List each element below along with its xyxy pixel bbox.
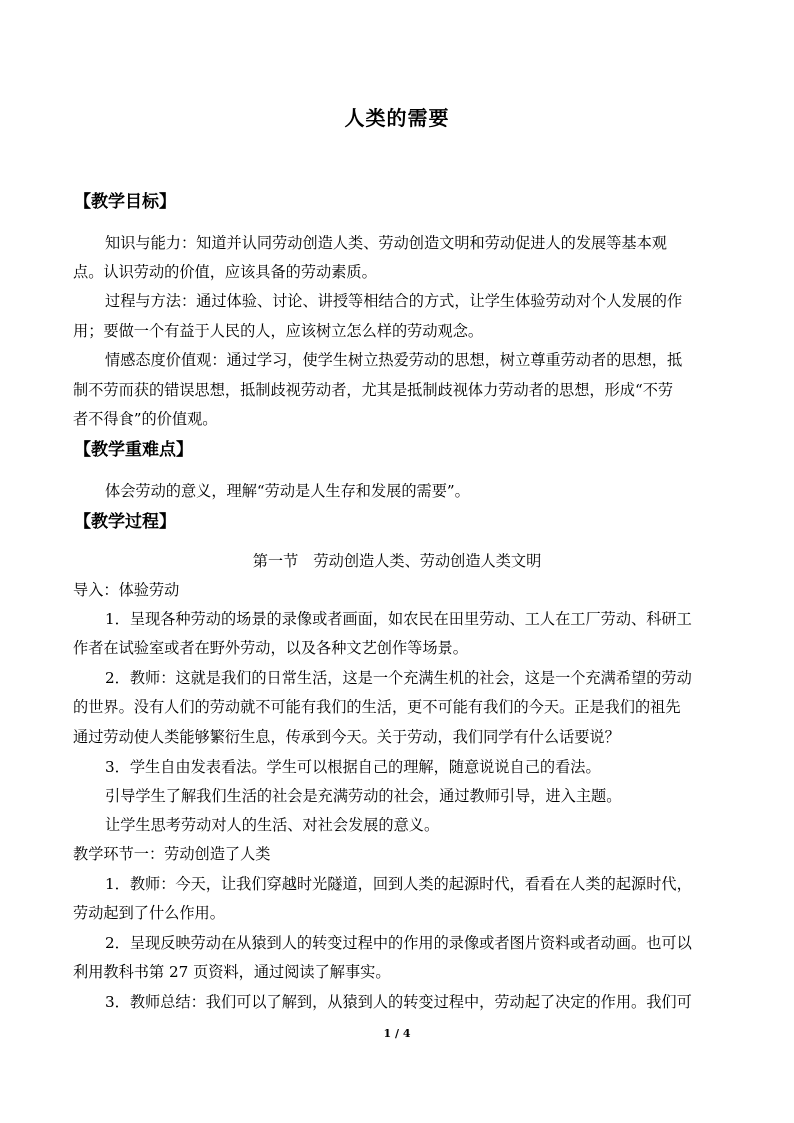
body-line: 教学环节一：劳动创造了人类 (73, 845, 271, 863)
body-line: 制不劳而获的错误思想，抵制歧视劳动者，尤其是抵制歧视体力劳动者的思想，形成“不劳 (73, 381, 674, 399)
body-line: 通过劳动使人类能够繁衍生息，传承到今天。关于劳动，我们同学有什么话要说？ (73, 728, 620, 746)
document-title: 人类的需要 (344, 106, 450, 130)
body-line: 3．学生自由发表看法。学生可以根据自己的理解，随意说说自己的看法。 (105, 758, 601, 776)
body-line: 1．教师：今天，让我们穿越时光隧道，回到人类的起源时代，看看在人类的起源时代， (105, 875, 692, 893)
page-number: 1 / 4 (383, 1027, 411, 1040)
body-line: 者不得食”的价值观。 (73, 410, 218, 428)
body-line: 过程与方法：通过体验、讨论、讲授等相结合的方式，让学生体验劳动对个人发展的作 (105, 292, 683, 310)
body-line: 点。认识劳动的价值，应该具备的劳动素质。 (73, 263, 377, 281)
section-heading-difficulty: 【教学重难点】 (74, 440, 193, 460)
body-line: 引导学生了解我们生活的社会是充满劳动的社会，通过教师引导，进入主题。 (105, 787, 622, 805)
body-line: 的世界。没有人们的劳动就不可能有我们的生活，更不可能有我们的今天。正是我们的祖先 (73, 698, 681, 716)
body-line: 作者在试验室或者在野外劳动，以及各种文艺创作等场景。 (73, 639, 468, 657)
body-line: 3．教师总结：我们可以了解到，从猿到人的转变过程中，劳动起了决定的作用。我们可 (105, 993, 692, 1011)
body-line: 2．呈现反映劳动在从猿到人的转变过程中的作用的录像或者图片资料或者动画。也可以 (105, 934, 692, 952)
body-line: 1．呈现各种劳动的场景的录像或者画面，如农民在田里劳动、工人在工厂劳动、科研工 (105, 610, 692, 628)
body-line: 知识与能力：知道并认同劳动创造人类、劳动创造文明和劳动促进人的发展等基本观 (105, 234, 667, 252)
body-line: 让学生思考劳动对人的生活、对社会发展的意义。 (105, 816, 440, 834)
body-line: 情感态度价值观：通过学习，使学生树立热爱劳动的思想，树立尊重劳动者的思想，抵 (105, 351, 683, 369)
body-line: 2．教师：这就是我们的日常生活，这是一个充满生机的社会，这是一个充满希望的劳动 (105, 669, 692, 687)
body-line: 导入：体验劳动 (73, 581, 180, 599)
section-heading-process: 【教学过程】 (74, 512, 176, 532)
body-line: 劳动起到了什么作用。 (73, 904, 225, 922)
section-heading-goals: 【教学目标】 (74, 192, 176, 212)
body-line: 用；要做一个有益于人民的人，应该树立怎么样的劳动观念。 (73, 322, 484, 340)
subsection-title: 第一节 劳动创造人类、劳动创造人类文明 (252, 552, 542, 570)
body-line: 利用教科书第 27 页资料，通过阅读了解事实。 (73, 963, 391, 981)
body-line: 体会劳动的意义，理解“劳动是人生存和发展的需要”。 (105, 482, 470, 500)
